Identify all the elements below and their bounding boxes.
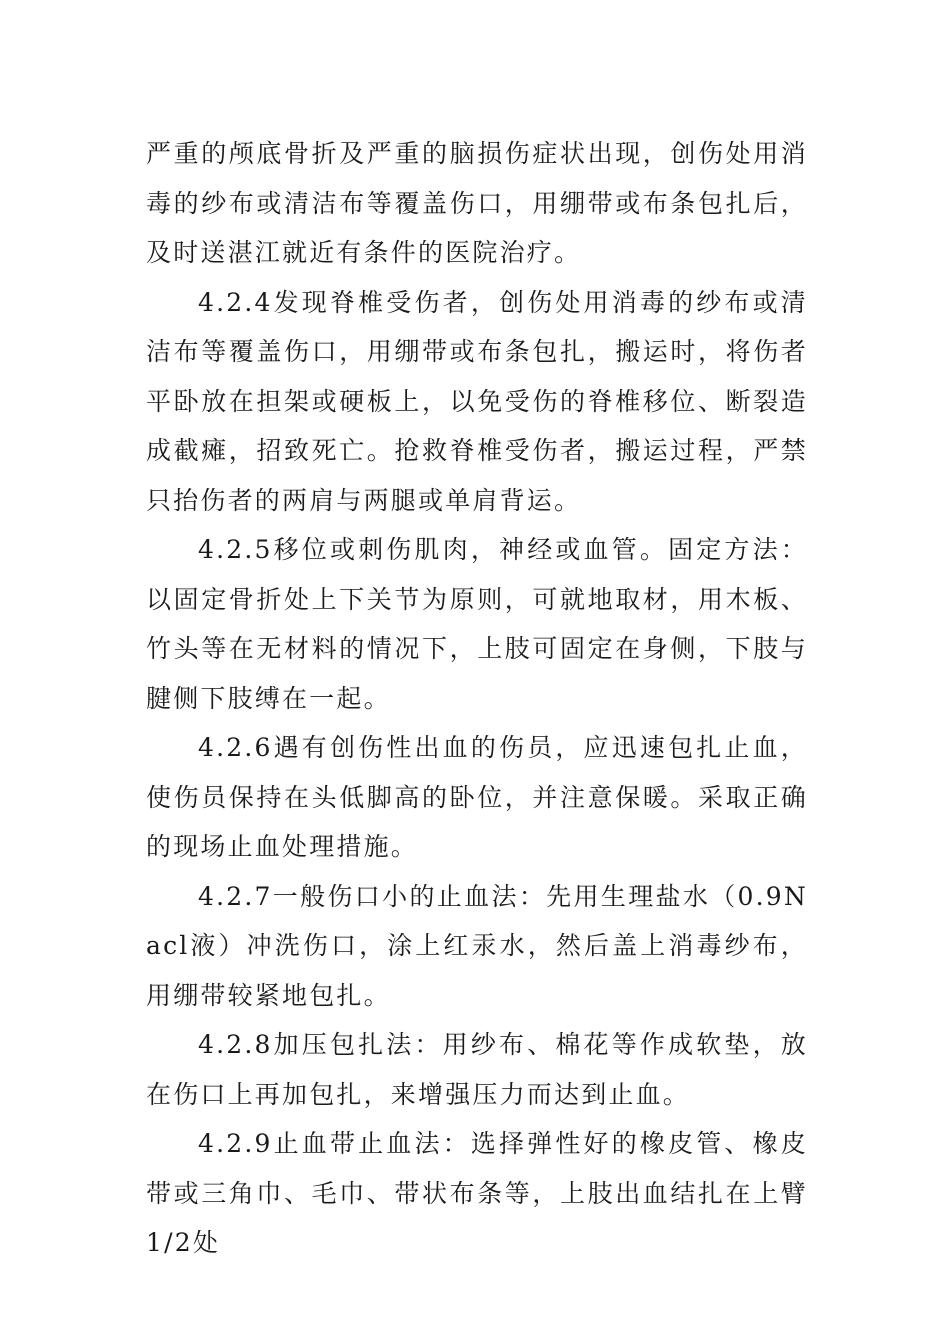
paragraph-4-2-4: 4.2.4发现脊椎受伤者，创伤处用消毒的纱布或清洁布等覆盖伤口，用绷带或布条包扎，搬运时，将伤者平卧放在担架或硬板上，以免受伤的脊椎移位、断裂造成截瘫，招致死亡。抢救脊椎受伤者，搬运过程，严禁只抬伤者的两肩与两腿或单肩背运。 (146, 287, 808, 515)
paragraph-4-2-6: 4.2.6遇有创伤性出血的伤员，应迅速包扎止血，使伤员保持在头低脚高的卧位，并注意保暖。采取正确的现场止血处理措施。 (146, 733, 808, 861)
paragraph-4-2-8: 4.2.8加压包扎法：用纱布、棉花等作成软垫，放在伤口上再加包扎，来增强压力而达到止血。 (146, 1030, 808, 1109)
paragraph-4-2-9: 4.2.9止血带止血法：选择弹性好的橡皮管、橡皮带或三角巾、毛巾、带状布条等，上肢出血结扎在上臂1/2处 (146, 1129, 808, 1257)
paragraph-4-2-5: 4.2.5移位或刺伤肌肉，神经或血管。固定方法：以固定骨折处上下关节为原则，可就地取材，用木板、竹头等在无材料的情况下，上肢可固定在身侧，下肢与腱侧下肢缚在一起。 (146, 535, 808, 713)
paragraph-skull-fracture: 严重的颅底骨折及严重的脑损伤症状出现，创伤处用消毒的纱布或清洁布等覆盖伤口，用绷带或布条包扎后，及时送湛江就近有条件的医院治疗。 (146, 139, 808, 267)
paragraph-4-2-7: 4.2.7一般伤口小的止血法：先用生理盐水（0.9Nacl液）冲洗伤口，涂上红汞水，然后盖上消毒纱布，用绷带较紧地包扎。 (146, 881, 808, 1010)
document-body (146, 129, 808, 1268)
